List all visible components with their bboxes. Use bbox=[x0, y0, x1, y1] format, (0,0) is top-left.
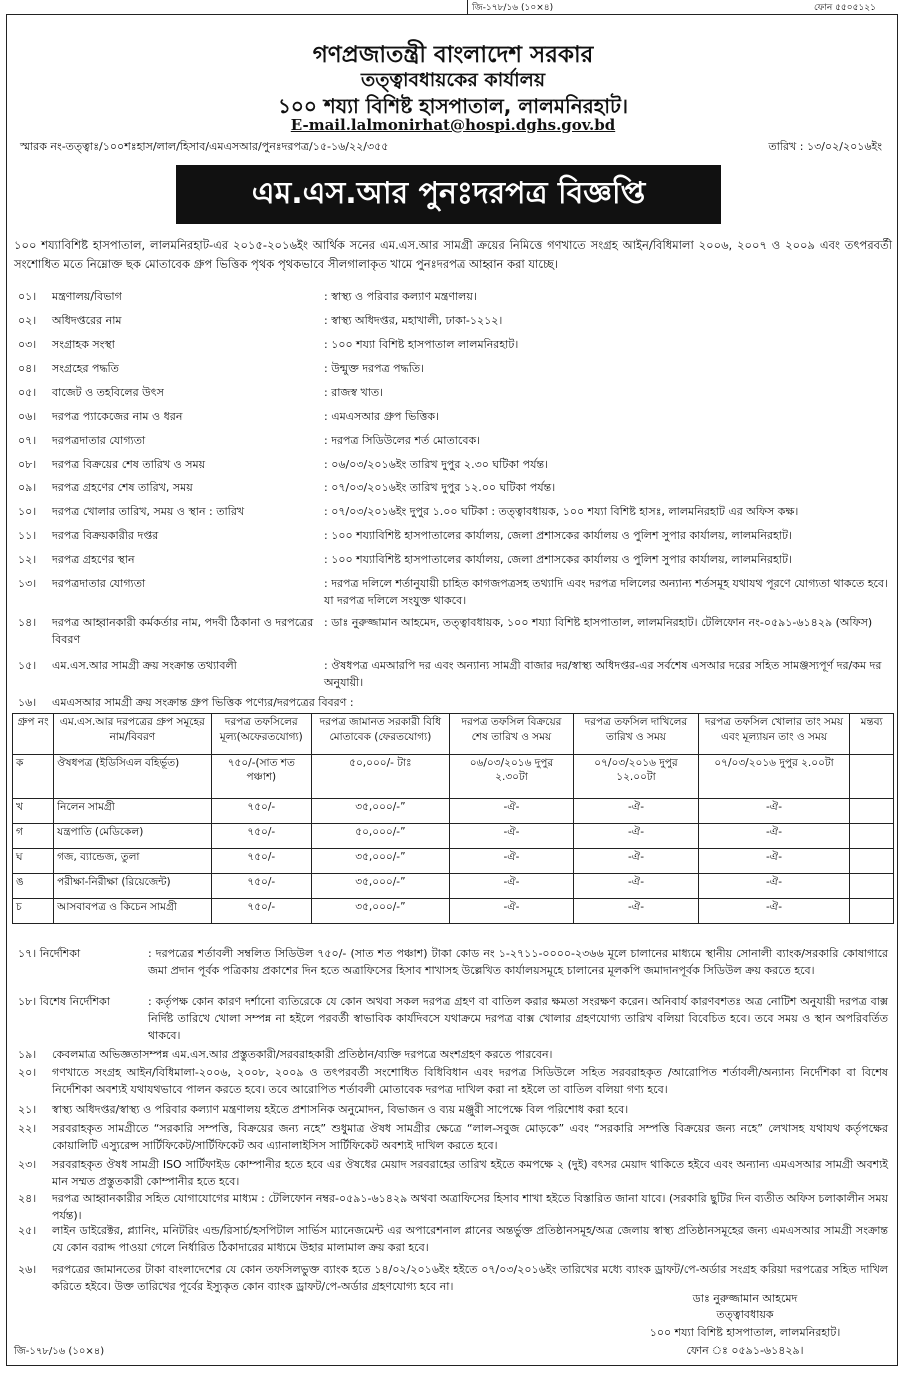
item-label: দরপত্র খোলার তারিখ, সময় ও স্থান : তারিখ bbox=[52, 505, 245, 518]
item-number: ১০। bbox=[18, 505, 37, 518]
clause-number: ২০। bbox=[18, 1066, 37, 1079]
table-cell: -ঐ- bbox=[449, 899, 574, 924]
govt-title: গণপ্রজাতন্ত্রী বাংলাদেশ সরকার bbox=[312, 42, 594, 68]
item-label: মন্ত্রণালয়/বিভাগ bbox=[52, 290, 122, 303]
top-strip-mid: জি-১৭৮/১৬ (১০×৪) bbox=[467, 0, 553, 15]
clause-text: দরপত্রের জামানতের টাকা বাংলাদেশের যে কোন তফসিলভুক্ত ব্যাংক হতে ১৪/০২/২০১৬ইং হইতে ০৭/০৩/২০১৬ইং তারিখের মধ্যে ব্যাংক ড্রাফট/পে-অর্ডার সংগ্রহ করিয়া দরপত্রের সহিত দাখিল করিতে হইবে। উক্ত তারিখের পূর্বের ইস্যুকৃত কোন ব্যাংক ড্রাফট/পে-অর্ডার গ্রহণযোগ্য হবে না। bbox=[52, 1263, 888, 1293]
table-cell: -ঐ- bbox=[574, 899, 699, 924]
table-cell: যন্ত্রপাতি (মেডিকেল) bbox=[54, 824, 211, 849]
table-cell: -ঐ- bbox=[698, 799, 850, 824]
table-cell: ৩৫,০০০/-” bbox=[312, 899, 450, 924]
item-number: ০২। bbox=[18, 314, 37, 327]
item-value: : দরপত্র সিডিউলের শর্ত মোতাবেক। bbox=[324, 434, 481, 447]
table-row bbox=[13, 824, 894, 849]
table-cell: ঘ bbox=[13, 849, 54, 874]
footer-code: জি-১৭৮/১৬ (১০×৪) bbox=[14, 1346, 105, 1357]
note-text: : দরপত্রের শর্তাবলী সম্বলিত সিডিউল ৭৫০/- (সাত শত পঞ্চাশ) টাকা কোড নং ১-২৭১১-০০০০-২৩৬৬ মূলে চালানের মাধ্যমে স্থানীয় সোনালী ব্যাংক/সরকারি কোষাগারে জমা প্রদান পূর্বক পত্রিকায় প্রকাশের দিন হতে অত্রাফিসের হিসাব শাখাসহ উল্লেখিত কার্যালয়সমূহে চালানের মূলকপি জমাদানপূর্বক সিডিউল ক্রয় করতে হবে। bbox=[148, 947, 888, 977]
item-label: এমএসআর সামগ্রী ক্রয় সংক্রান্ত গ্রুপ ভিত্তিক পণ্যের/দরপত্রের বিবরণ : bbox=[52, 696, 354, 709]
item-value: : দরপত্র দলিলে শর্তানুযায়ী চাহিত কাগজপত্রসহ তথ্যাদি এবং দরপত্র দলিলের অন্যান্য শর্তসমূহ যথাযথ পূরণে যোগ্যতা থাকতে হবে। যা দরপত্র দলিলে সংযুক্ত থাকবে। bbox=[324, 577, 888, 607]
table-header-cell: গ্রুপ নং bbox=[13, 714, 54, 755]
clause-text: লাইন ডাইরেক্টর, প্ল্যানিং, মনিটরিং এন্ড/রিসার্চ/হসপিটাল সার্ভিস ম্যানেজমেন্ট এর অপারেশনাল প্লানের অন্তর্ভুক্ত প্রতিষ্ঠানসমূহ/অত্র জেলায় স্বাস্থ্য প্রতিষ্ঠানসমূহের জন্য এমএসআর সামগ্রী সংক্রান্ত যে কোন বরাদ্দ পাওয়া গেলে নির্ধারিত ঠিকাদারের মাধ্যমে উহার মালামাল ক্রয় করা হবে। bbox=[52, 1224, 888, 1254]
table-row bbox=[13, 755, 894, 799]
table-row bbox=[13, 849, 894, 874]
item-label: দরপত্র আহ্বানকারী কর্মকর্তার নাম, পদবী ঠিকানা ও দরপত্রের বিবরণ bbox=[52, 616, 314, 646]
item-label: দরপত্র প্যাকেজের নাম ও ধরন bbox=[52, 410, 183, 423]
item-number: ১৪। bbox=[18, 616, 37, 629]
item-number: ০৮। bbox=[18, 458, 37, 471]
table-cell: খ bbox=[13, 799, 54, 824]
table-cell bbox=[850, 899, 894, 924]
item-value: : ১০০ শয্যা বিশিষ্ট হাসপাতাল লালমনিরহাট। bbox=[324, 338, 519, 351]
table-cell bbox=[850, 874, 894, 899]
office-title: তত্ত্বাবধায়কের কার্যালয় bbox=[360, 69, 546, 91]
table-cell: আসবাবপত্র ও কিচেন সামগ্রী bbox=[54, 899, 211, 924]
group-table bbox=[12, 713, 894, 924]
table-cell: ৭৫০/- bbox=[211, 874, 312, 899]
clause-text: স্বাস্থ্য অধিদপ্তর/স্বাস্থ্য ও পরিবার কল্যাণ মন্ত্রণালয় হইতে প্রশাসনিক অনুমোদন, বিভাজন ও ব্যয় মঞ্জুরী সাপেক্ষে বিল পরিশোধ করা হবে। bbox=[52, 1103, 629, 1116]
table-cell: ০৬/০৩/২০১৬ দুপুর ২.৩০টা bbox=[449, 755, 574, 799]
table-cell: -ঐ- bbox=[449, 874, 574, 899]
clause-number: ২৪। bbox=[18, 1192, 37, 1205]
table-header-cell: মন্তব্য bbox=[850, 714, 894, 755]
clause-number: ২৩। bbox=[18, 1158, 37, 1171]
table-cell: ৭৫০/- bbox=[211, 799, 312, 824]
item-label: অধিদপ্তরের নাম bbox=[52, 314, 122, 327]
table-cell: ৭৫০/- bbox=[211, 824, 312, 849]
table-header-cell: এম.এস.আর দরপত্রের গ্রুপ সমূহের নাম/বিবরণ bbox=[54, 714, 211, 755]
table-cell: পরীক্ষা-নিরীক্ষা (রিয়েজেন্ট) bbox=[54, 874, 211, 899]
notice-banner: এম.এস.আর পুনঃদরপত্র বিজ্ঞপ্তি bbox=[176, 165, 721, 224]
clause-text: দরপত্র আহ্বানকারীর সহিত যোগাযোগের মাধ্যম : টেলিফোন নম্বর-০৫৯১-৬১৪২৯ অথবা অত্রাফিসের হিসাব শাখা হইতে বিস্তারিত জানা যাবে। (সরকারি ছুটির দিন ব্যতীত অফিস চলাকালীন সময় পর্যন্ত)। bbox=[52, 1192, 888, 1222]
clause-text: সরবরাহকৃত ঔষধ সামগ্রী ISO সার্টিফাইড কোম্পানীর হতে হবে এর ঔষধের মেয়াদ সরবরাহের তারিখ হইতে কমপক্ষে ২ (দুই) বৎসর মেয়াদ থাকিতে হইবে এবং অন্যান্য এমএসআর সামগ্রী অবশ্যই মান সম্মত প্রস্তুতকারী কোম্পানীর হতে হবে। bbox=[52, 1158, 888, 1188]
item-label: দরপত্র গ্রহণের শেষ তারিখ, সময় bbox=[52, 481, 193, 494]
top-strip-right: ফোন ৫৫০৫১২১ bbox=[814, 3, 876, 13]
table-cell: -ঐ- bbox=[698, 824, 850, 849]
table-cell: ০৭/০৩/২০১৬ দুপুর ১২.০০টা bbox=[574, 755, 699, 799]
table-cell: ০৭/০৩/২০১৬ দুপুর ২.০০টা bbox=[698, 755, 850, 799]
item-label: সংগ্রাহক সংস্থা bbox=[52, 338, 115, 351]
table-cell bbox=[850, 824, 894, 849]
table-cell: -ঐ- bbox=[698, 874, 850, 899]
item-number: ০৬। bbox=[18, 410, 37, 423]
memo-number: স্মারক নং-তত্ত্বাঃ/১০০শঃহাস/লাল/হিসাব/এমএসআর/পুনঃদরপত্র/১৫-১৬/২২/৩৫৫ bbox=[20, 140, 389, 153]
table-row bbox=[13, 874, 894, 899]
item-number: ০৫। bbox=[18, 386, 37, 399]
table-cell: -ঐ- bbox=[698, 849, 850, 874]
item-number: ০৪। bbox=[18, 362, 37, 375]
table-cell bbox=[850, 799, 894, 824]
table-header-cell: দরপত্র তফসিল বিক্রয়ের শেষ তারিখ ও সময় bbox=[449, 714, 574, 755]
item-value: : স্বাস্থ্য অধিদপ্তর, মহাখালী, ঢাকা-১২১২। bbox=[324, 314, 503, 327]
table-cell: নিলেন সামগ্রী bbox=[54, 799, 211, 824]
item-value: : এমএসআর গ্রুপ ভিত্তিক। bbox=[324, 410, 440, 423]
table-header-cell: দরপত্র জামানত সরকারী বিধি মোতাবেক (ফেরতযোগ্য) bbox=[312, 714, 450, 755]
hospital-title: ১০০ শয্যা বিশিষ্ট হাসপাতাল, লালমনিরহাট। bbox=[277, 94, 629, 118]
item-label: দরপত্র বিক্রয়কারীর দপ্তর bbox=[52, 529, 159, 542]
table-cell bbox=[850, 755, 894, 799]
table-cell: ঙ bbox=[13, 874, 54, 899]
email-line[interactable]: E-mail.lalmonirhat@hospi.dghs.gov.bd bbox=[290, 116, 616, 134]
item-value: : উন্মুক্ত দরপত্র পদ্ধতি। bbox=[324, 362, 425, 375]
item-value: : ঔষধপত্র এমআরপি দর এবং অন্যান্য সামগ্রী বাজার দর/স্বাস্থ্য অধিদপ্তর-এর সর্বশেষ এসআর দরের সহিত সামঞ্জস্যপূর্ণ দর/কম দর অনুযায়ী। bbox=[324, 659, 882, 689]
item-value: : ০৭/০৩/২০১৬ইং দুপুর ১.০০ ঘটিকা : তত্ত্বাবধায়ক, ১০০ শয্যা বিশিষ্ট হাসঃ, লালমনিরহাট এর অফিস কক্ষ। bbox=[324, 505, 799, 518]
table-cell: -ঐ- bbox=[449, 799, 574, 824]
intro-paragraph: ১০০ শয্যাবিশিষ্ট হাসপাতাল, লালমনিরহাট-এর ২০১৫-২০১৬ইং আর্থিক সনের এম.এস.আর সামগ্রী ক্রয়ের নিমিত্তে গণখাতে সংগ্রহ আইন/বিধিমালা ২০০৬, ২০০৭ ও ২০০৯ এবং তৎপরবর্তী সংশোধিত মতে নিম্নোক্ত ছক মোতাবেক গ্রুপ ভিত্তিক পৃথক পৃথকভাবে সীলগালাকৃত খামে পুনঃদরপত্র আহ্বান করা যাচ্ছে। bbox=[14, 238, 892, 271]
item-value: : স্বাস্থ্য ও পরিবার কল্যাণ মন্ত্রণালয়। bbox=[324, 290, 477, 303]
table-cell: -ঐ- bbox=[574, 849, 699, 874]
table-cell: ৩৫,০০০/-” bbox=[312, 874, 450, 899]
table-row bbox=[13, 899, 894, 924]
clause-number: ১৯। bbox=[18, 1048, 37, 1061]
clause-number: ২১। bbox=[18, 1103, 37, 1116]
item-number: ০৩। bbox=[18, 338, 37, 351]
item-value: : ১০০ শয্যাবিশিষ্ট হাসপাতালের কার্যালয়, জেলা প্রশাসকের কার্যালয় ও পুলিশ সুপার কার্যালয়, লালমনিরহাট। bbox=[324, 553, 792, 566]
item-number: ১১। bbox=[18, 529, 37, 542]
item-value: : ০৭/০৩/২০১৬ইং তারিখ দুপুর ১২.০০ ঘটিকা পর্যন্ত। bbox=[324, 481, 556, 494]
table-cell: -ঐ- bbox=[449, 849, 574, 874]
item-number: ০৭। bbox=[18, 434, 37, 447]
signature-name: ডাঃ নুরুজ্জামান আহমেদ bbox=[692, 1292, 798, 1305]
item-label: দরপত্র বিক্রয়ের শেষ তারিখ ও সময় bbox=[52, 458, 206, 471]
item-value: : ডাঃ নুরুজ্জামান আহমেদ, তত্ত্বাবধায়ক, ১০০ শয্যা বিশিষ্ট হাসপাতাল, লালমনিরহাট। টেলিফোন নং-০৫৯১-৬১৪২৯ (অফিস) bbox=[324, 616, 873, 629]
clause-number: ২৬। bbox=[18, 1263, 37, 1276]
table-cell: -ঐ- bbox=[574, 874, 699, 899]
table-cell: -ঐ- bbox=[449, 824, 574, 849]
item-label: সংগ্রহের পদ্ধতি bbox=[52, 362, 119, 375]
table-cell: ৫০,০০০/-” bbox=[312, 824, 450, 849]
notice-date: তারিখ : ১৩/০২/২০১৬ইং bbox=[768, 140, 882, 153]
note-label: ১৮। বিশেষ নির্দেশিকা bbox=[18, 995, 110, 1008]
table-cell: চ bbox=[13, 899, 54, 924]
table-body bbox=[13, 755, 894, 924]
table-cell: -ঐ- bbox=[574, 824, 699, 849]
item-number: ১৩। bbox=[18, 577, 37, 590]
item-number: ১৫। bbox=[18, 659, 37, 672]
table-cell: ৭৫০/-(সাত শত পঞ্চাশ) bbox=[211, 755, 312, 799]
table-cell: ৩৫,০০০/-” bbox=[312, 849, 450, 874]
item-number: ০১। bbox=[18, 290, 37, 303]
table-header-cell: দরপত্র তফসিলের মূল্য(অফেরতযোগ্য) bbox=[211, 714, 312, 755]
item-value: : ১০০ শয্যাবিশিষ্ট হাসপাতালের কার্যালয়, জেলা প্রশাসকের কার্যালয় ও পুলিশ সুপার কার্যালয়, লালমনিরহাট। bbox=[324, 529, 792, 542]
table-header-cell: দরপত্র তফসিল খোলার তাং সময় এবং মূল্যায়ন তাং ও সময় bbox=[698, 714, 850, 755]
item-number: ১৬। bbox=[18, 696, 37, 709]
table-row bbox=[13, 799, 894, 824]
clause-text: সরবরাহকৃত সামগ্রীতে “সরকারি সম্পত্তি, বিক্রয়ের জন্য নহে” শুধুমাত্র ঔষধ সামগ্রীর ক্ষেত্রে “লাল-সবুজ মোড়কে” এবং “সরকারি সম্পত্তি বিক্রয়ের জন্য নহে” লেখাসহ যথাযথ কর্তৃপক্ষের কোয়ালিটি এস্যুরেন্স সার্টিফিকেট/সার্টিফিকেট অব এ্যানালাইসিস সার্টিফিকেট অবশ্যই দাখিল করতে হবে। bbox=[52, 1122, 888, 1152]
table-cell: ৭৫০/- bbox=[211, 899, 312, 924]
table-cell: -ঐ- bbox=[698, 899, 850, 924]
note-label: ১৭। নির্দেশিকা bbox=[18, 947, 81, 960]
item-label: দরপত্র গ্রহণের স্থান bbox=[52, 553, 135, 566]
table-cell: ৫০,০০০/- টাঃ bbox=[312, 755, 450, 799]
note-text: : কর্তৃপক্ষ কোন কারণ দর্শানো ব্যতিরেকে যে কোন অথবা সকল দরপত্র গ্রহণ বা বাতিল করার ক্ষমতা সংরক্ষণ করেন। অনিবার্য কারণবশতঃ অত্র নোটিশ অনুযায়ী দরপত্র বাক্স নির্দিষ্ট তারিখে খোলা সম্পন্ন না হইলে পরবর্তী স্বাভাবিক কার্যদিবসে যথাক্রমে দরপত্র বাক্স খোলার গ্রহণযোগ্য তারিখ বলিয়া বিবেচিত হবে। তবে সময় ও স্থান অপরিবর্তিত থাকবে। bbox=[148, 995, 888, 1042]
clause-text: কেবলমাত্র অভিজ্ঞতাসম্পন্ন এম.এস.আর প্রস্তুতকারী/সরবরাহকারী প্রতিষ্ঠান/ব্যক্তি দরপত্রে অংশগ্রহণ করতে পারবেন। bbox=[52, 1048, 553, 1061]
item-label: এম.এস.আর সামগ্রী ক্রয় সংক্রান্ত তথ্যাবলী bbox=[52, 659, 237, 672]
table-cell: ক bbox=[13, 755, 54, 799]
item-number: ০৯। bbox=[18, 481, 37, 494]
table-cell bbox=[850, 849, 894, 874]
table-cell: ৭৫০/- bbox=[211, 849, 312, 874]
table-cell: গ bbox=[13, 824, 54, 849]
signature-phone: ফোন ঃ ০৫৯১-৬১৪২৯। bbox=[686, 1344, 804, 1357]
item-label: দরপত্রদাতার যোগ্যতা bbox=[52, 577, 146, 590]
clause-number: ২৫। bbox=[18, 1224, 37, 1237]
table-cell: -ঐ- bbox=[574, 799, 699, 824]
table-cell: ঔষধপত্র (ইডিসিএল বহির্ভূত) bbox=[54, 755, 211, 799]
table-cell: ৩৫,০০০/-” bbox=[312, 799, 450, 824]
clause-text: গণখাতে সংগ্রহ আইন/বিধিমালা-২০০৬, ২০০৮, ২০০৯ ও তৎপরবর্তী সংশোধিত বিধিবিধান এবং দরপত্র সিডিউলে সহিত সরবরাহকৃত /আরোপিত শর্তাবলী/অন্যান্য নির্দেশিকা বা বিশেষ নির্দেশিকা অবশ্যই যথাযথভাবে পালন করতে হবে। তবে আরোপিত শর্তাবলী মোতাবেক দরপত্র দাখিল করা না হইলে তা বাতিল বলিয়া গণ্য হবে। bbox=[52, 1066, 888, 1096]
item-value: : ০৬/০৩/২০১৬ইং তারিখ দুপুর ২.৩০ ঘটিকা পর্যন্ত। bbox=[324, 458, 549, 471]
table-cell: গজ, ব্যান্ডেজ, তুলা bbox=[54, 849, 211, 874]
item-label: দরপত্রদাতার যোগ্যতা bbox=[52, 434, 146, 447]
clause-number: ২২। bbox=[18, 1122, 37, 1135]
item-number: ১২। bbox=[18, 553, 37, 566]
item-value: : রাজস্ব খাত। bbox=[324, 386, 384, 399]
table-header-row bbox=[13, 714, 894, 755]
signature-title: তত্ত্বাবধায়ক bbox=[716, 1308, 774, 1321]
table-header-cell: দরপত্র তফসিল দাখিলের তারিখ ও সময় bbox=[574, 714, 699, 755]
item-label: বাজেট ও তহবিলের উৎস bbox=[52, 386, 164, 399]
signature-org: ১০০ শয্যা বিশিষ্ট হাসপাতাল, লালমনিরহাট। bbox=[649, 1326, 841, 1339]
